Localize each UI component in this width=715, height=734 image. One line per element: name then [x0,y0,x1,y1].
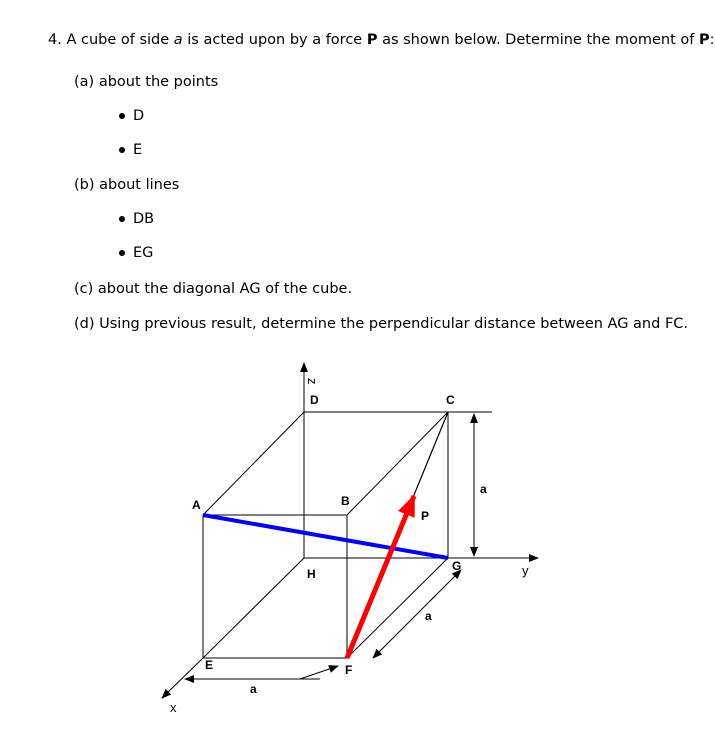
point-label-H: H [307,567,316,581]
part-a-item-1: D [133,108,145,124]
edge-AD [203,412,304,515]
point-label-D: D [310,393,319,407]
force-P-arrow [347,496,414,658]
part-b-label: (b) [74,177,95,193]
stem-part-3: as shown below. Determine the moment of [377,32,699,48]
edge-FG [347,558,448,658]
point-label-B: B [341,494,350,508]
var-a: a [173,32,183,48]
stem-part-2: is acted upon by a force [182,32,367,48]
dim-label-depth: a [425,609,432,623]
point-label-A: A [192,498,201,512]
part-d-label: (d) [74,316,95,332]
part-a-text: about the points [98,74,219,90]
x-axis [162,658,203,698]
axis-label-z: z [305,378,320,385]
part-a-item-2: E [133,142,143,158]
point-label-F: F [345,663,353,677]
axis-label-x: x [170,700,177,715]
dim-label-right: a [480,482,487,496]
point-label-G: G [452,559,462,573]
problem-number: 4. [48,32,62,48]
axis-label-y: y [522,563,529,578]
dim-bottom-arrow-2 [300,666,338,679]
dim-depth-arrow-1 [373,636,395,658]
point-label-E: E [205,658,214,672]
part-c-label: (c) [74,281,94,297]
edge-BC [347,412,448,515]
stem-part-4: : [709,32,715,48]
point-label-C: C [446,393,455,407]
dim-depth-arrow-2 [430,570,461,601]
point-label-P: P [421,509,430,523]
line-PC [412,412,448,500]
dim-label-bottom: a [250,682,257,696]
stem-part-1: A cube of side [66,32,174,48]
var-P: P [366,32,378,48]
part-b-item-2: EG [133,245,154,261]
var-P-2: P [698,32,710,48]
part-d-text: Using previous result, determine the perpendicular distance between AG and FC. [99,316,689,332]
part-a-label: (a) [74,74,95,90]
part-b-item-1: DB [133,211,155,227]
edge-EH [203,558,304,658]
diagonal-AG [203,515,448,558]
part-b-text: about lines [99,177,180,193]
part-c-text: about the diagonal AG of the cube. [97,281,353,297]
